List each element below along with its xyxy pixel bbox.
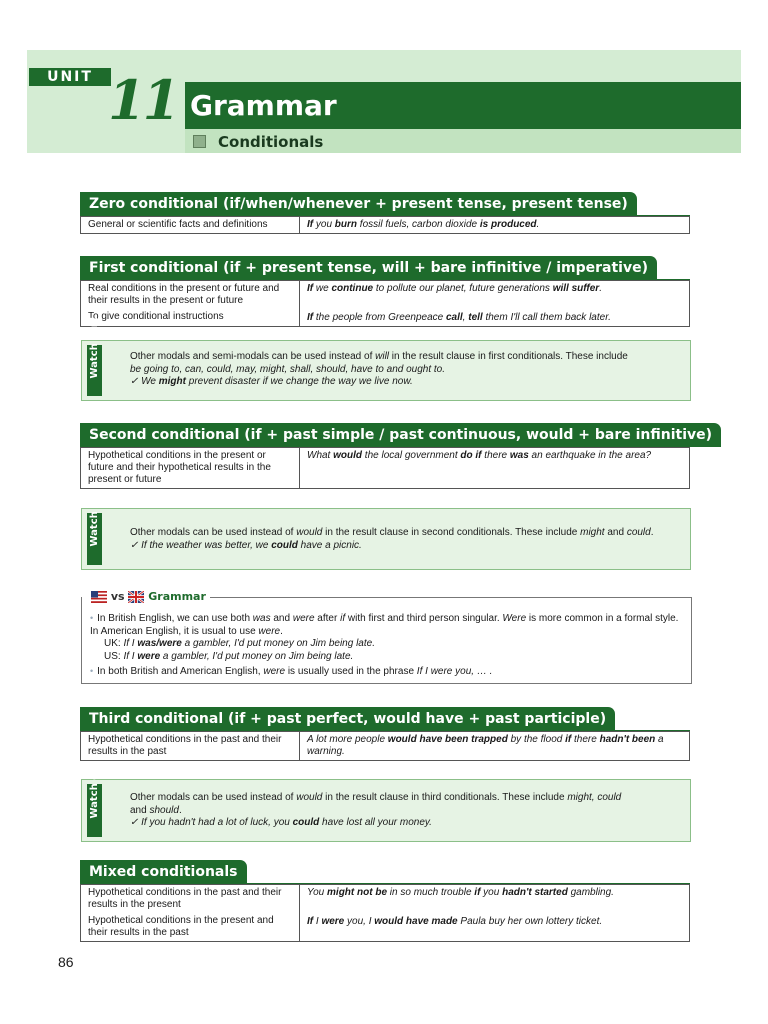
watch-out-label: Watch out! bbox=[89, 315, 100, 378]
use-cell bbox=[81, 885, 300, 942]
table-row bbox=[81, 281, 690, 327]
example-text: You might not be in so much trouble if you hadn't started gambling. bbox=[307, 887, 614, 898]
watch-out-tab bbox=[87, 315, 102, 396]
zero-conditional-heading: Zero conditional (if/when/whenever + present tense, present tense) bbox=[80, 192, 637, 216]
table-row bbox=[81, 448, 690, 489]
third-conditional-table bbox=[80, 731, 690, 761]
watch-out-text: Other modals and semi-modals can be used instead of will in the result clause in first conditionals. These include be going to, can, could, may, might, shall, should, have to and ought to. ✓ We might prevent disaster if we change the way we live now. bbox=[130, 351, 628, 387]
table-row bbox=[81, 217, 690, 234]
us-uk-grammar-text: • In British English, we can use both was and were after if with first and third person singular. Were is more common in a formal style. In American English, it is usual to use were. UK: If I was/were a gambler, I'd put money on Jim being late. US: If I were a gambler, I'd put money on Jim being late. • In both British and American English, were is usually used in the phrase If I were you, … . bbox=[90, 613, 679, 678]
use-text: Hypothetical conditions in the present and their results in the past bbox=[88, 915, 274, 938]
example-cell: A lot more people would have been trapped by the flood if there hadn't been a warning. bbox=[300, 732, 690, 761]
bullet-icon: • bbox=[90, 613, 94, 623]
square-bullet-icon bbox=[193, 135, 206, 148]
use-text: Real conditions in the present or future and their results in the present or future bbox=[88, 283, 280, 306]
mixed-conditionals-table bbox=[80, 884, 690, 942]
us-flag-icon bbox=[91, 591, 107, 603]
second-conditional-table bbox=[80, 447, 690, 489]
zero-conditional-table bbox=[80, 216, 690, 234]
page-title: Grammar bbox=[190, 89, 337, 122]
box-rule bbox=[210, 597, 691, 598]
watch-out-text: Other modals can be used instead of would in the result clause in third conditionals. These include might, could and should. ✓ If you hadn't had a lot of luck, you could have lost all your money. bbox=[130, 792, 622, 828]
watch-out-text: Other modals can be used instead of would in the result clause in second conditionals. These include might and could. ✓ If the weather was better, we could have a picnic. bbox=[130, 527, 654, 551]
watch-out-box bbox=[81, 755, 691, 842]
unit-label: UNIT bbox=[29, 68, 111, 86]
first-conditional-heading: First conditional (if + present tense, will + bare infinitive / imperative) bbox=[80, 256, 657, 280]
example-cell: If you burn fossil fuels, carbon dioxide is produced. bbox=[300, 217, 690, 234]
table-row bbox=[81, 885, 690, 942]
unit-number: 11 bbox=[108, 68, 178, 132]
watch-out-tab bbox=[87, 755, 102, 837]
example-text: If I were you, I would have made Paula buy her own lottery ticket. bbox=[307, 916, 603, 927]
us-uk-grammar-heading: vs Grammar bbox=[87, 589, 210, 605]
use-cell: General or scientific facts and definitions bbox=[81, 217, 300, 234]
use-cell: Hypothetical conditions in the past and their results in the past bbox=[81, 732, 300, 761]
example-text: If we continue to pollute our planet, future generations will suffer. bbox=[307, 283, 602, 294]
second-conditional-heading: Second conditional (if + past simple / past continuous, would + bare infinitive) bbox=[80, 423, 721, 447]
example-cell bbox=[300, 885, 690, 942]
third-conditional-heading: Third conditional (if + past perfect, would have + past participle) bbox=[80, 707, 615, 731]
table-row bbox=[81, 732, 690, 761]
watch-out-tab bbox=[87, 484, 102, 565]
watch-out-box bbox=[81, 484, 691, 570]
example-cell bbox=[300, 281, 690, 327]
first-conditional-table bbox=[80, 280, 690, 327]
use-text: To give conditional instructions bbox=[88, 311, 224, 322]
example-cell: What would the local government do if there was an earthquake in the area? bbox=[300, 448, 690, 489]
page-subtitle: Conditionals bbox=[218, 133, 324, 151]
page-number: 86 bbox=[58, 954, 74, 970]
use-text: Hypothetical conditions in the past and their results in the present bbox=[88, 887, 282, 910]
use-cell: Hypothetical conditions in the present or future and their hypothetical results in the present or future bbox=[81, 448, 300, 489]
uk-flag-icon bbox=[128, 591, 144, 603]
mixed-conditionals-heading: Mixed conditionals bbox=[80, 860, 247, 884]
example-text: If the people from Greenpeace call, tell them I'll call them back later. bbox=[307, 312, 611, 323]
use-cell bbox=[81, 281, 300, 327]
watch-out-label: Watch out! bbox=[89, 755, 100, 818]
bullet-icon: • bbox=[90, 666, 94, 677]
watch-out-label: Watch out! bbox=[89, 484, 100, 547]
